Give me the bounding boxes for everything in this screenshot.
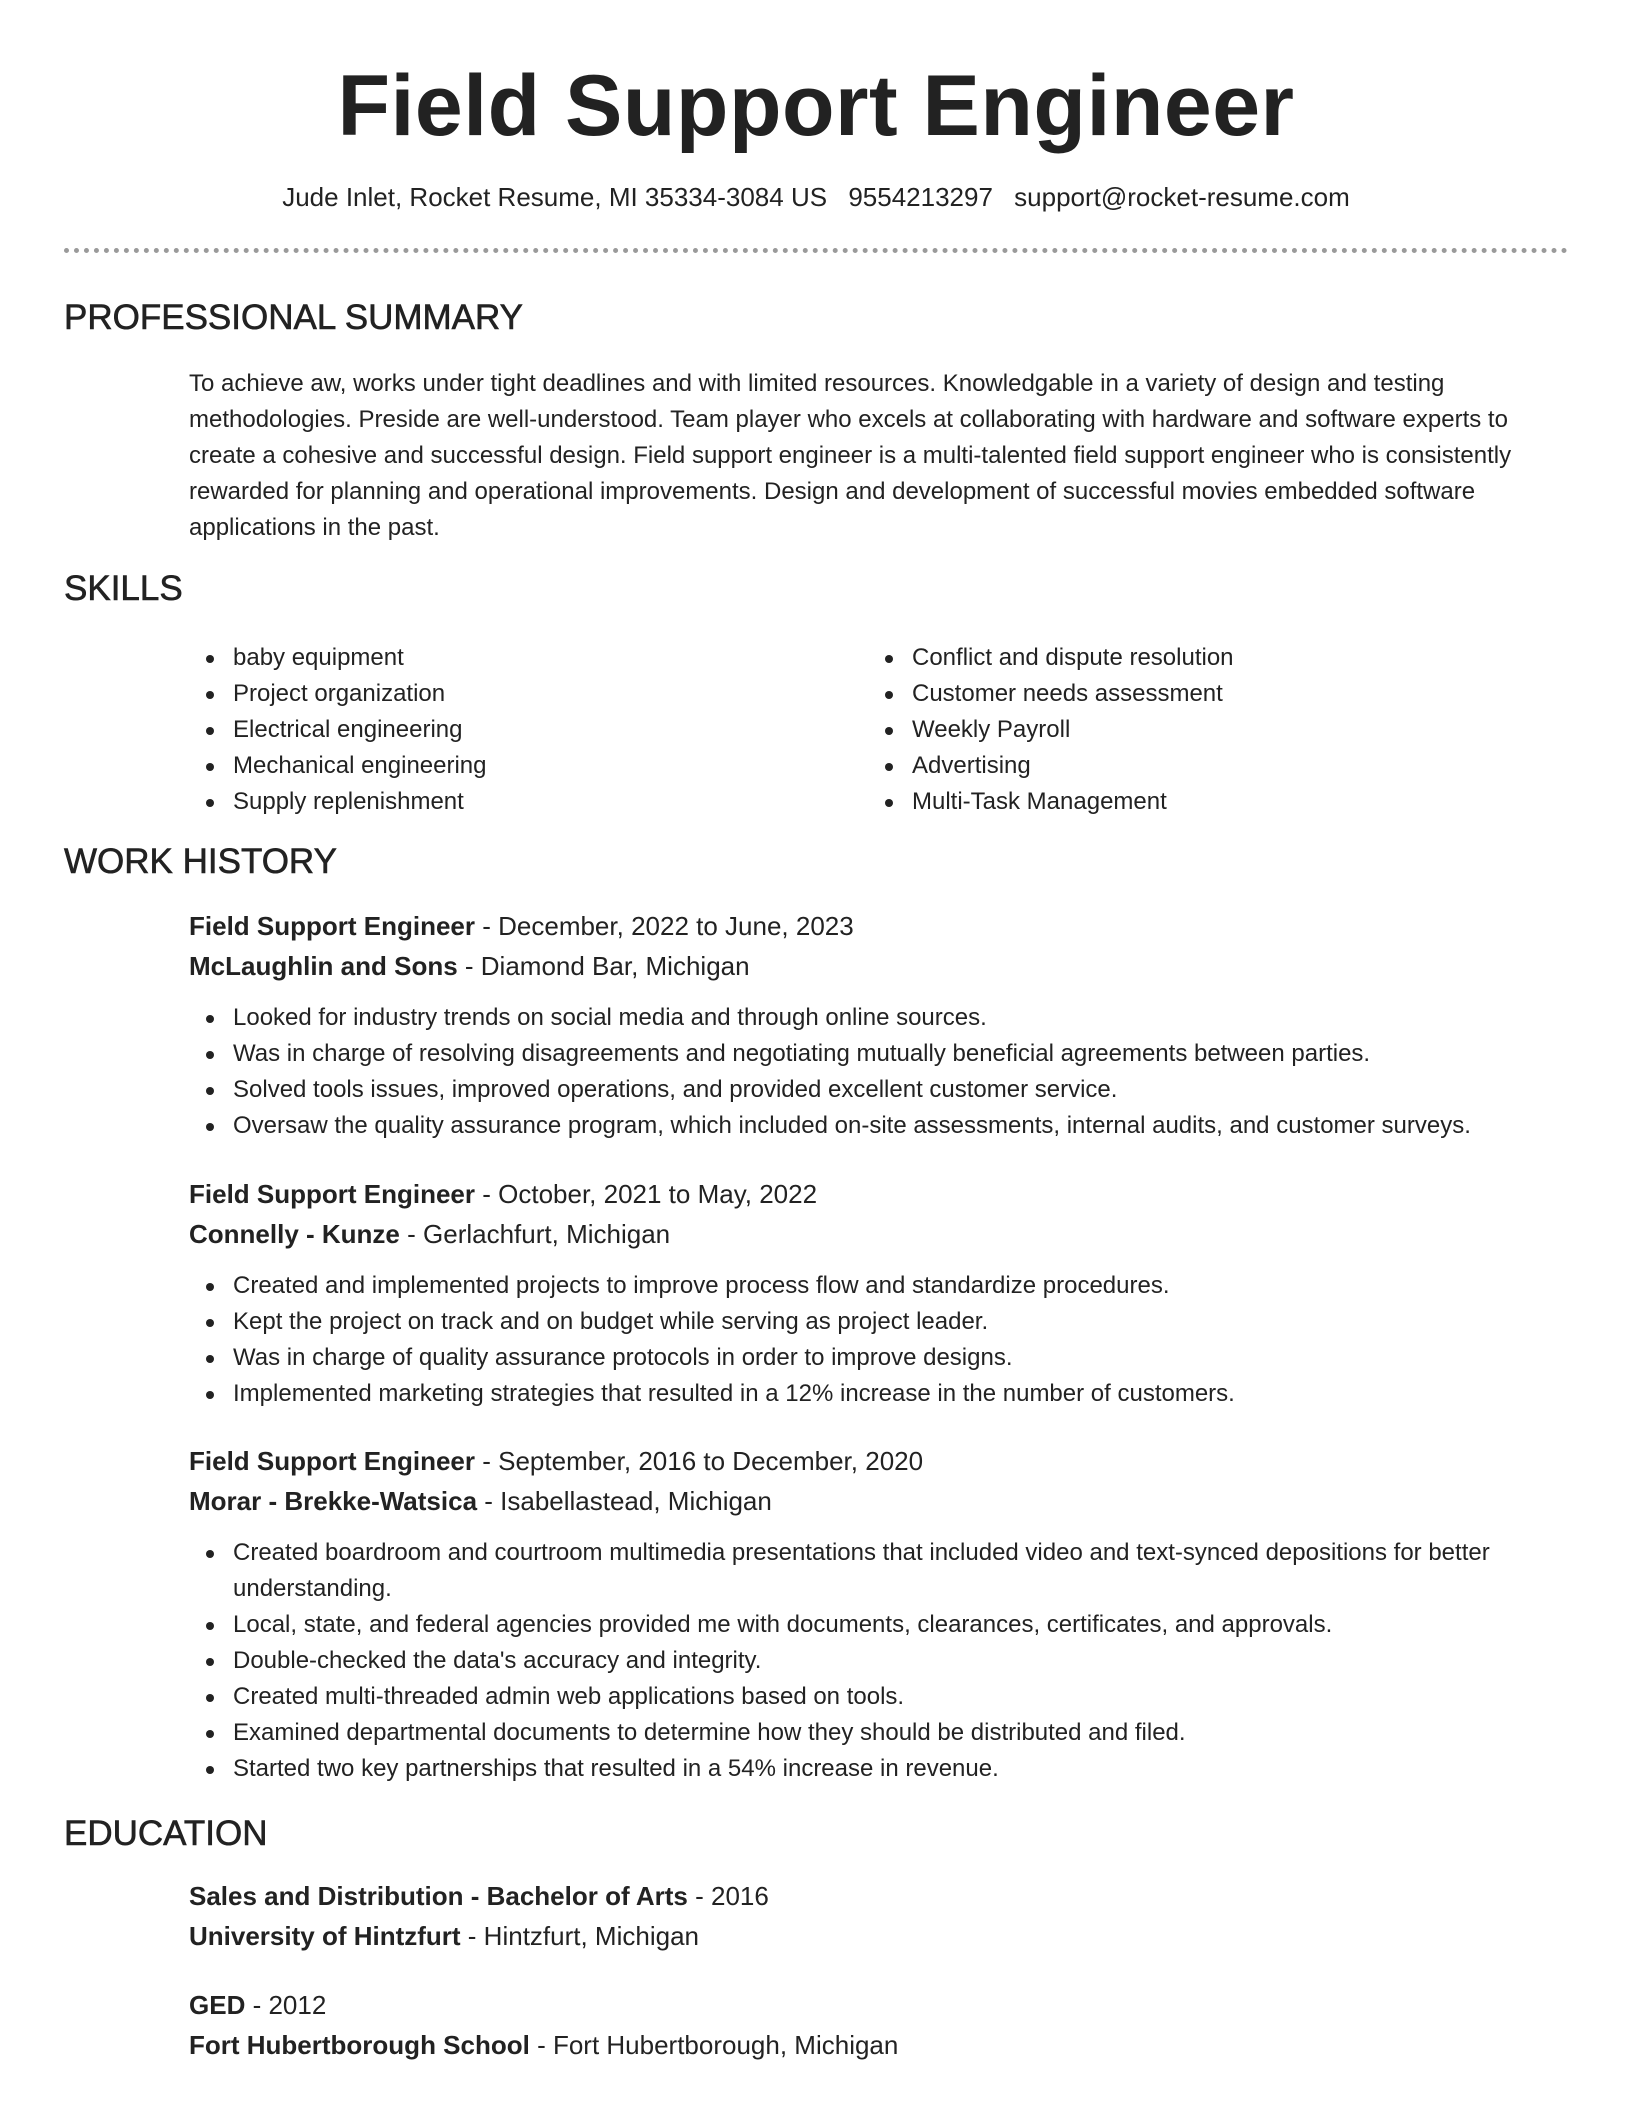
job-title-line	[189, 1441, 1569, 1481]
job-bullet: Created multi-threaded admin web applications based on tools.	[189, 1679, 1569, 1715]
job-dates: - September, 2016 to December, 2020	[475, 1446, 924, 1476]
education-degree-line	[189, 1876, 1569, 1916]
skill-item: Weekly Payroll	[868, 712, 1568, 748]
contact-phone: 9554213297	[848, 182, 993, 212]
education-degree: Sales and Distribution - Bachelor of Arts	[189, 1881, 688, 1911]
job-bullet: Oversaw the quality assurance program, which included on-site assessments, internal audits, and customer surveys.	[189, 1108, 1569, 1144]
job-location: - Gerlachfurt, Michigan	[399, 1219, 671, 1249]
job-title-line	[189, 906, 1569, 946]
job-company-line	[189, 1481, 1569, 1521]
job-bullet: Created boardroom and courtroom multimedia presentations that included video and text-synced depositions for better understanding.	[189, 1535, 1569, 1607]
summary-text: To achieve aw, works under tight deadlines and with limited resources. Knowledgable in a variety of design and testing methodologies. Preside are well-understood. Team player who excels at collaborating with hardware and software experts to create a cohesive and successful design. Field support engineer is a multi-talented field support engineer who is consistently rewarded for planning and operational improvements. Design and development of successful movies embedded software applications in the past.	[189, 370, 1512, 541]
work-heading: WORK HISTORY	[64, 842, 337, 881]
skill-item: Project organization	[189, 676, 829, 712]
summary-heading: PROFESSIONAL SUMMARY	[64, 298, 523, 337]
job-bullets	[0, 1535, 1569, 1787]
job-title-line	[189, 1174, 1569, 1214]
job-title: Field Support Engineer	[189, 911, 476, 941]
education-degree-line	[189, 1985, 1569, 2025]
header-divider	[64, 248, 1568, 253]
job-company: McLaughlin and Sons	[189, 951, 458, 981]
job-location: - Isabellastead, Michigan	[477, 1486, 772, 1516]
skill-item: baby equipment	[189, 640, 829, 676]
education-year: - 2016	[687, 1881, 769, 1911]
education-location: - Hintzfurt, Michigan	[460, 1921, 699, 1951]
education-school-line	[189, 2025, 1569, 2065]
skill-item: Mechanical engineering	[189, 748, 829, 784]
education-entry	[189, 1876, 1569, 1956]
job-entry	[189, 1441, 1569, 1787]
job-entry	[189, 906, 1569, 1144]
job-company: Connelly - Kunze	[189, 1219, 400, 1249]
job-company-line	[189, 946, 1569, 986]
job-dates: - October, 2021 to May, 2022	[475, 1179, 818, 1209]
job-bullet: Created and implemented projects to improve process flow and standardize procedures.	[189, 1268, 1569, 1304]
job-company-line	[189, 1214, 1569, 1254]
skill-item: Multi-Task Management	[868, 784, 1568, 820]
skills-heading: SKILLS	[64, 569, 183, 608]
education-year: - 2012	[245, 1990, 327, 2020]
resume-name: Field Support Engineer	[337, 58, 1295, 154]
job-entry	[189, 1174, 1569, 1412]
job-bullet: Looked for industry trends on social media and through online sources.	[189, 1000, 1569, 1036]
education-school-line	[189, 1916, 1569, 1956]
skill-item: Electrical engineering	[189, 712, 829, 748]
job-bullet: Was in charge of resolving disagreements and negotiating mutually beneficial agreements between parties.	[189, 1036, 1569, 1072]
job-location: - Diamond Bar, Michigan	[457, 951, 750, 981]
job-bullet: Solved tools issues, improved operations, and provided excellent customer service.	[189, 1072, 1569, 1108]
skill-item: Conflict and dispute resolution	[868, 640, 1568, 676]
education-heading: EDUCATION	[64, 1814, 268, 1853]
education-degree: GED	[189, 1990, 246, 2020]
education-school: University of Hintzfurt	[189, 1921, 461, 1951]
job-dates: - December, 2022 to June, 2023	[475, 911, 854, 941]
education-school: Fort Hubertborough School	[189, 2030, 530, 2060]
contact-email: support@rocket-resume.com	[1014, 182, 1350, 212]
education-entry	[189, 1985, 1569, 2065]
skill-item: Advertising	[868, 748, 1568, 784]
job-bullet: Kept the project on track and on budget while serving as project leader.	[189, 1304, 1569, 1340]
education-location: - Fort Hubertborough, Michigan	[529, 2030, 899, 2060]
contact-address: Jude Inlet, Rocket Resume, MI 35334-3084 US	[282, 182, 828, 212]
job-bullet: Double-checked the data's accuracy and integrity.	[189, 1643, 1569, 1679]
job-title: Field Support Engineer	[189, 1446, 476, 1476]
job-company: Morar - Brekke-Watsica	[189, 1486, 478, 1516]
job-bullet: Started two key partnerships that resulted in a 54% increase in revenue.	[189, 1751, 1569, 1787]
skill-item: Customer needs assessment	[868, 676, 1568, 712]
skill-item: Supply replenishment	[189, 784, 829, 820]
job-bullet: Examined departmental documents to determine how they should be distributed and filed.	[189, 1715, 1569, 1751]
job-title: Field Support Engineer	[189, 1179, 476, 1209]
job-bullet: Local, state, and federal agencies provided me with documents, clearances, certificates, and approvals.	[189, 1607, 1569, 1643]
job-bullet: Implemented marketing strategies that resulted in a 12% increase in the number of customers.	[189, 1376, 1569, 1412]
job-bullets	[0, 1000, 1569, 1144]
job-bullets	[0, 1268, 1569, 1412]
skills-list-right	[868, 640, 1568, 820]
skills-list-left	[189, 640, 829, 820]
contact-line	[0, 180, 1632, 214]
job-bullet: Was in charge of quality assurance protocols in order to improve designs.	[189, 1340, 1569, 1376]
